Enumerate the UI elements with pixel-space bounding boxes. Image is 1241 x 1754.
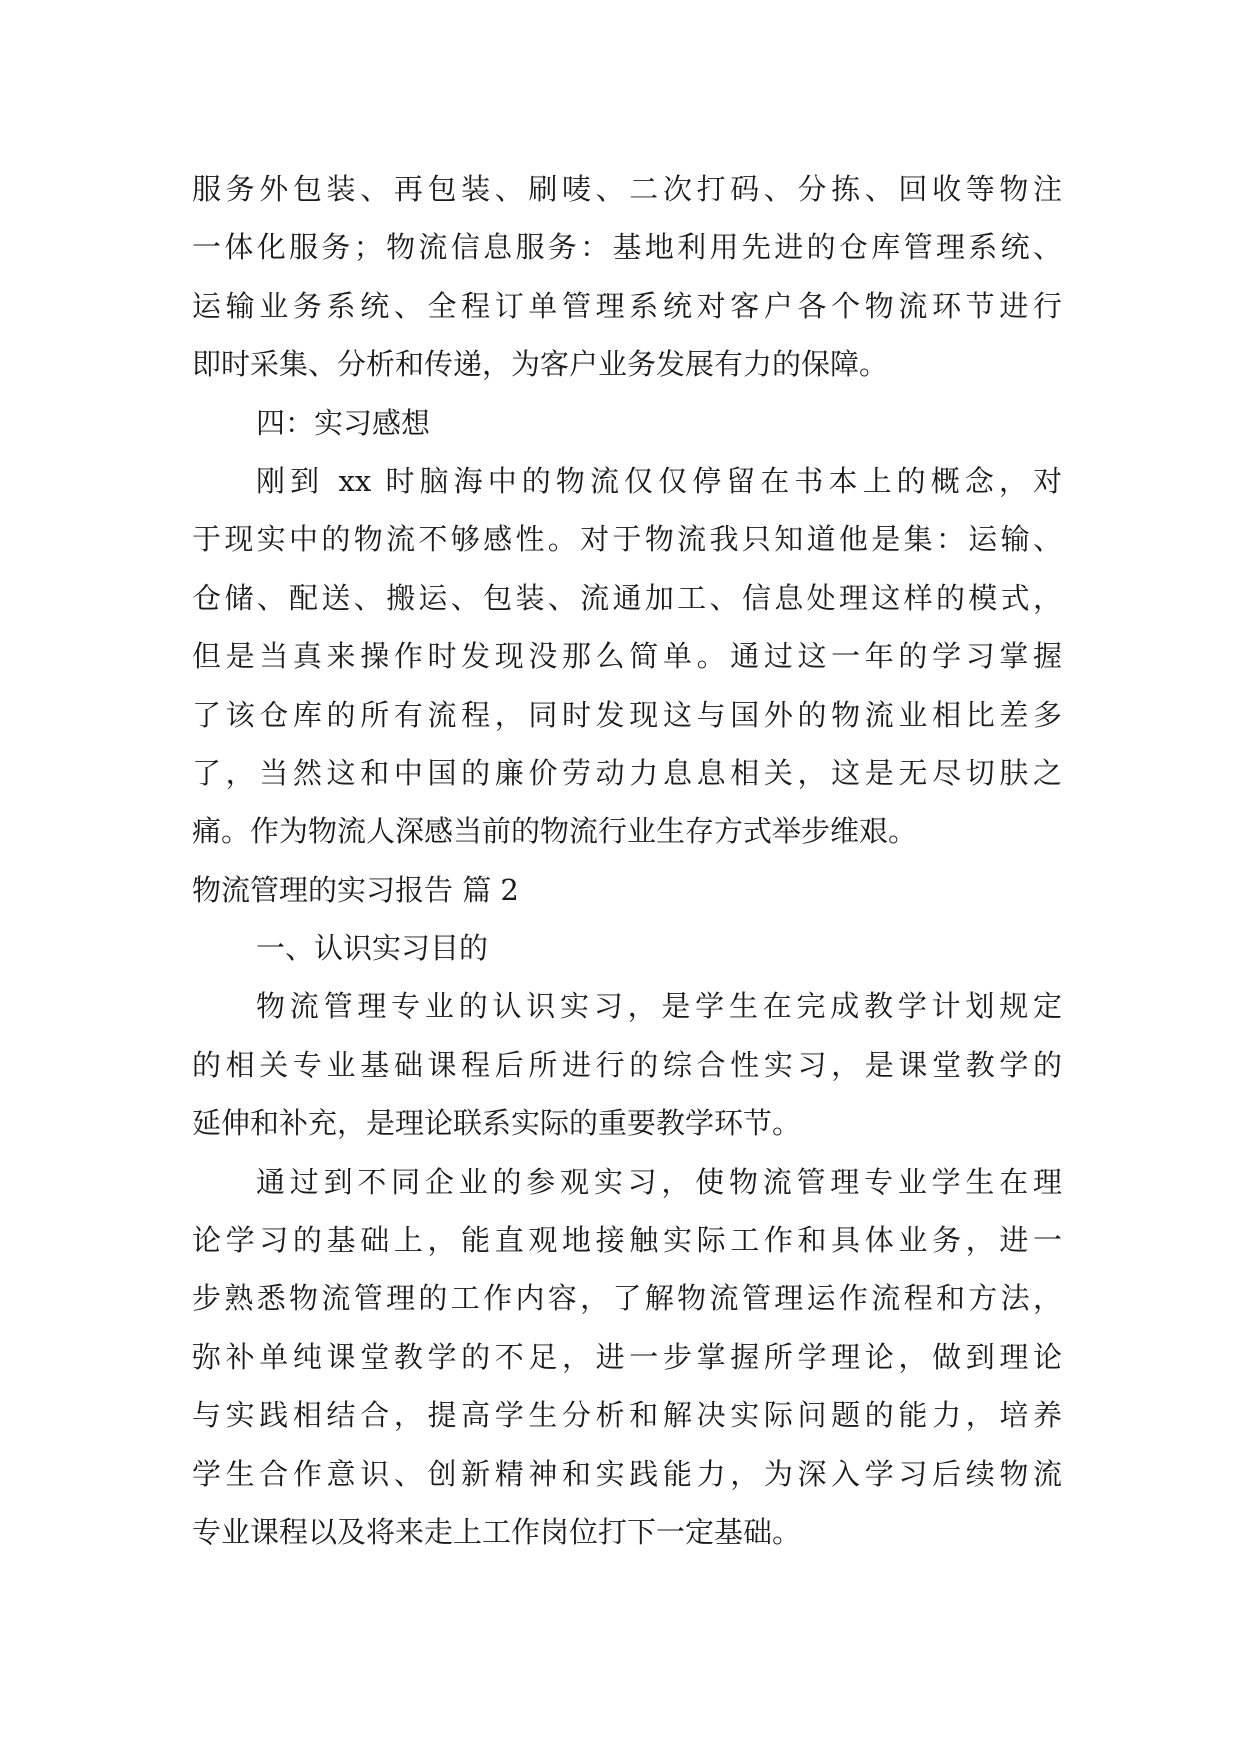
paragraph-line: 了该仓库的所有流程，同时发现这与国外的物流业相比差多 bbox=[192, 697, 1062, 732]
paragraph-line: 刚到 xx 时脑海中的物流仅仅停留在书本上的概念，对 bbox=[256, 463, 1062, 498]
document-body bbox=[192, 160, 1062, 1561]
paragraph-line: 但是当真来操作时发现没那么简单。通过这一年的学习掌握 bbox=[192, 639, 1062, 674]
paragraph-line: 了，当然这和中国的廉价劳动力息息相关，这是无尽切肤之 bbox=[192, 755, 1062, 790]
paragraph-line: 物流管理专业的认识实习，是学生在完成教学计划规定 bbox=[256, 989, 1062, 1024]
paragraph-line: 一体化服务；物流信息服务：基地利用先进的仓库管理系统、 bbox=[192, 230, 1062, 265]
paragraph-line: 于现实中的物流不够感性。对于物流我只知道他是集：运输、 bbox=[192, 522, 1062, 557]
paragraph-line: 通过到不同企业的参观实习，使物流管理专业学生在理 bbox=[256, 1164, 1062, 1199]
paragraph-line: 的相关专业基础课程后所进行的综合性实习，是课堂教学的 bbox=[192, 1047, 1062, 1082]
paragraph-line: 即时采集、分析和传递，为客户业务发展有力的保障。 bbox=[192, 347, 889, 382]
paragraph-line: 痛。作为物流人深感当前的物流行业生存方式举步维艰。 bbox=[192, 814, 918, 849]
paragraph-line: 与实践相结合，提高学生分析和解决实际问题的能力，培养 bbox=[192, 1398, 1062, 1433]
paragraph-line: 专业课程以及将来走上工作岗位打下一定基础。 bbox=[192, 1514, 802, 1549]
paragraph-line: 弥补单纯课堂教学的不足，进一步掌握所学理论，做到理论 bbox=[192, 1339, 1062, 1374]
paragraph-line: 服务外包装、再包装、刷唛、二次打码、分拣、回收等物注 bbox=[192, 172, 1062, 206]
paragraph-line: 延伸和补充，是理论联系实际的重要教学环节。 bbox=[192, 1106, 802, 1141]
paragraph-line: 论学习的基础上，能直观地接触实际工作和具体业务，进一 bbox=[192, 1223, 1062, 1258]
section-heading: 四：实习感想 bbox=[256, 405, 431, 440]
article-title: 物流管理的实习报告 篇 2 bbox=[192, 872, 519, 907]
paragraph-line: 仓储、配送、搬运、包装、流通加工、信息处理这样的模式， bbox=[192, 580, 1062, 615]
paragraph-line: 步熟悉物流管理的工作内容，了解物流管理运作流程和方法， bbox=[192, 1281, 1062, 1316]
paragraph-line: 学生合作意识、创新精神和实践能力，为深入学习后续物流 bbox=[192, 1456, 1062, 1491]
paragraph-line: 运输业务系统、全程订单管理系统对客户各个物流环节进行 bbox=[192, 288, 1062, 323]
section-heading: 一、认识实习目的 bbox=[256, 931, 489, 966]
